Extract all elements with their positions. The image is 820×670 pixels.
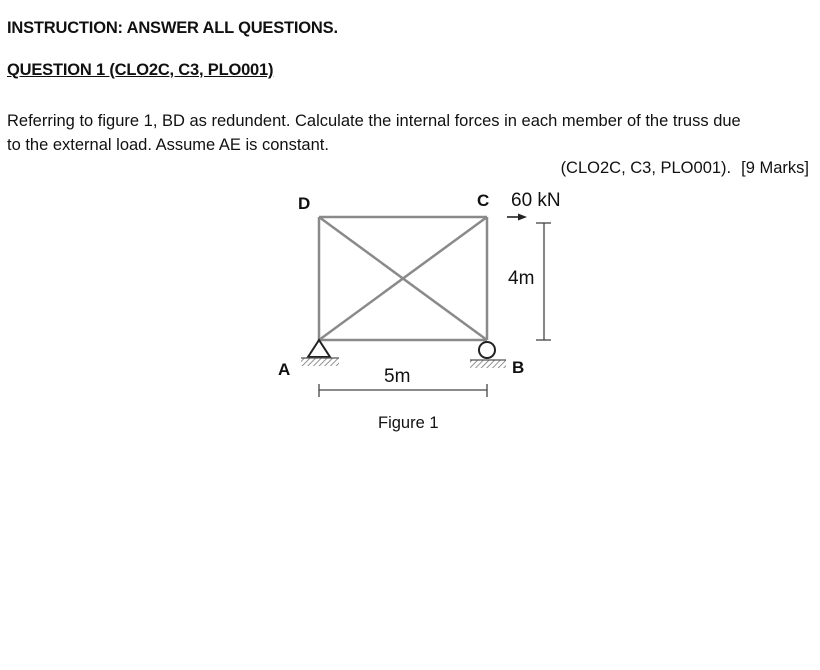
load-arrow-icon (507, 214, 527, 221)
node-label-b: B (512, 358, 525, 377)
truss-members (319, 217, 487, 340)
height-dimension (536, 223, 551, 340)
roller-support-icon (470, 342, 506, 368)
marks-code: (CLO2C, C3, PLO001). (560, 159, 732, 177)
load-value-label: 60 kN (511, 190, 561, 211)
node-label-a: A (278, 360, 291, 379)
marks-value: [9 Marks] (741, 159, 809, 177)
question-text-line-1: Referring to figure 1, BD as redundent. Calculate the internal forces in each member of the truss due (7, 112, 741, 130)
figure-caption: Figure 1 (378, 414, 439, 432)
instruction-heading: INSTRUCTION: ANSWER ALL QUESTIONS. (7, 19, 338, 37)
node-label-d: D (298, 194, 311, 213)
question-text-line-2: to the external load. Assume AE is constant. (7, 136, 329, 154)
width-dimension-label: 5m (384, 366, 411, 387)
node-label-c: C (477, 191, 490, 210)
question-title: QUESTION 1 (CLO2C, C3, PLO001) (7, 61, 274, 79)
pin-support-icon (301, 340, 339, 366)
height-dimension-label: 4m (508, 268, 535, 289)
